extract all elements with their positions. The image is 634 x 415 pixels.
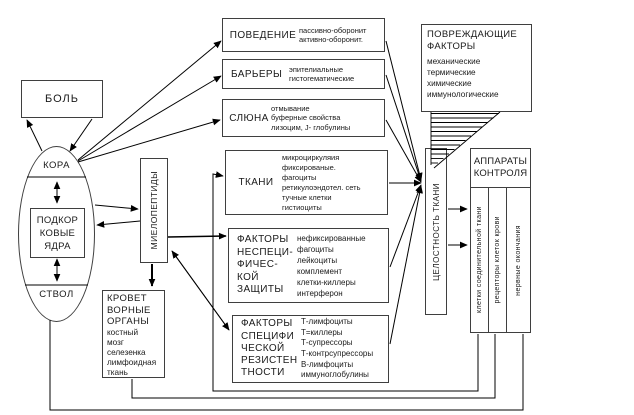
behavior-to-integrity-line [386,41,421,180]
pain-to-cortex-arrow [70,119,92,151]
damaging-item: механические [427,57,481,66]
tissues-item: фиксированые. [282,162,336,172]
nonspecific-item: лейкоциты [297,255,338,265]
saliva-box [222,99,385,137]
damaging-title-line: ФАКТОРЫ [427,41,476,52]
subcortical-line: ПОДКОР [36,214,79,226]
specific-title-line: ТНОСТИ [241,367,285,379]
pain-label: БОЛЬ [45,93,79,105]
specific-item: Т=киллеры [301,327,343,337]
specific-item: Т-супрессоры [301,338,353,348]
damaging-title-line: ПОВРЕЖДАЮЩИЕ [427,29,518,40]
tissues-item: микроциркуляия [282,152,340,162]
hematopoietic-item: мозг [107,337,124,347]
saliva-item: буферные свойства [271,113,341,123]
nonspecific-to-integrity-line [390,185,421,267]
nonspecific-item: клетки-киллеры [297,277,356,287]
specific-title-line: ФАКТОРЫ [241,318,293,330]
specific-to-integrity-line [390,186,421,344]
hematopoietic-organs-box [102,290,165,378]
saliva-item: отмывание [271,103,310,113]
control-title-line: АППАРАТЫ [473,156,528,167]
pain-box [21,80,103,118]
nonspecific-item: фагоциты [297,244,334,254]
behavior-item: пассивно-оборонит [299,25,367,35]
damaging-item: термические [427,68,476,77]
specific-title-line: ЧЕСКОЙ [241,342,285,354]
control-column-label: рецепторы клеток крови [494,216,501,304]
saliva-title: СЛЮНА [229,112,269,124]
barriers-box [222,59,385,89]
control-apparatus-header [470,148,531,188]
myelopeptides-to-brain-arrow [97,221,140,225]
tissues-item: фагоциты [282,172,317,182]
damaging-item: химические [427,79,472,88]
subcortical-line: КОВЫЕ [39,227,76,239]
tissue-integrity-box [425,148,447,315]
myelopeptides-to-specific-arrow [172,251,229,330]
control-column-label: клетки соединительной ткани [476,206,483,314]
tissues-item: ретикулоэндотел. сеть [282,182,361,192]
hematopoietic-item: селезенка [107,347,146,357]
myelopeptides-box [140,158,168,263]
tissues-item: гистиоциты [282,202,322,212]
nonspecific-title-line: ФАКТОРЫ [237,234,289,246]
specific-item: Т-лимфоциты [301,317,353,327]
nonspecific-item: интерферон [297,288,343,298]
damaging-factors-box [421,24,532,112]
barriers-item: эпителиальные [289,64,344,74]
specific-title-line: РЕЗИСТЕН [241,355,298,367]
control-column-connective-tissue-cells [470,187,489,333]
saliva-item: лизоцим, J- глобулины [271,122,351,132]
behavior-item: активно-оборонит. [299,35,363,44]
control-column-blood-cell-receptors [488,187,507,333]
specific-item: В-лимфоциты [301,359,354,369]
cortex-to-pain-arrow [27,120,42,151]
tissues-box [225,150,388,215]
tissues-item: тучные клетки [282,192,332,202]
brainstem-label: СТВОЛ [39,289,74,300]
behavior-box [222,18,385,52]
nonspecific-defense-box [228,228,389,303]
specific-item: иммуноглобулины [301,370,369,380]
behavior-title: ПОВЕДЕНИЕ [229,29,297,41]
nonspecific-item: комплемент [297,266,343,276]
barriers-title: БАРЬЕРЫ [231,68,283,80]
nonspecific-title-line: КОЙ [237,271,259,283]
hematopoietic-title-line: ВОРНЫЕ [107,304,151,316]
nonspecific-title-line: ФИЧЕС- [237,259,279,271]
myelopeptides-to-nonspecific-arrow [168,236,226,237]
nonspecific-title-line: НЕСПЕЦИ- [237,246,294,258]
brain-to-myelopeptides-arrow [95,205,138,209]
nonspecific-title-line: ЗАЩИТЫ [237,284,284,296]
specific-title-line: СПЕЦИФИ [241,330,295,342]
tissue-integrity-label: ЦЕЛОСТНОСТЬ ТКАНИ [431,182,441,281]
cortex-to-saliva-arrow [78,120,220,162]
damaging-item: иммунологические [427,90,499,99]
myelopeptides-label: МИЕЛОПЕПТИДЫ [149,171,159,250]
subcortical-nuclei-box [30,208,85,258]
specific-item: Т-контрсупрессоры [301,349,374,358]
nonspecific-item: нефиксированные [297,233,366,243]
subcortical-line: ЯДРА [44,240,71,252]
cortex-label: КОРА [43,160,70,171]
specific-to-myelopeptides-arrow [172,251,229,330]
control-column-nerve-endings [506,187,531,333]
saliva-to-integrity-line [386,120,421,182]
specific-resistance-box [232,315,389,383]
control-column-label: нервные окончания [515,224,522,296]
barriers-to-integrity-line [386,75,421,181]
hematopoietic-item: костный [107,327,139,337]
hematopoietic-title-line: КРОВЕТ [107,293,147,304]
control-title-line: КОНТРОЛЯ [473,168,528,179]
tissues-title: ТКАНИ [238,177,274,188]
hematopoietic-item: лимфоидная [107,358,157,368]
hematopoietic-title-line: ОРГАНЫ [107,316,150,327]
hematopoietic-item: ткань [107,368,128,378]
barriers-item: гистогематические [289,74,355,83]
